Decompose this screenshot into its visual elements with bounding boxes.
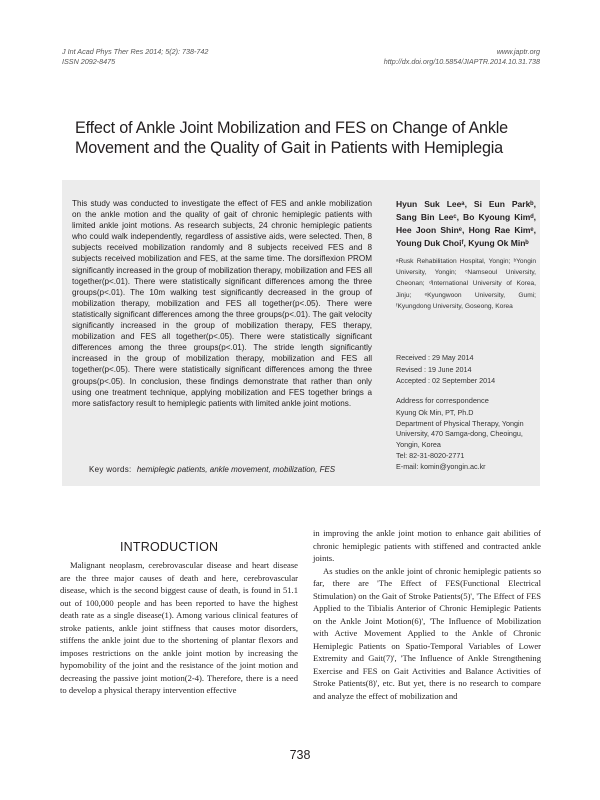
intro-paragraph-1: Malignant neoplasm, cerebrovascular disease and heart disease are the three major causes of death and here, cerebrovascular disease, which is the second biggest cause of death, is found in 51.1 out of 100,000 people and has been reported to have the highest death rate as a single disease(1). Among various clinical features of stroke patients, ankle joint stiffness that causes motor disorders, stiffens the ankle joint due to the shortening of plantar flexors and imposes restrictions on the ankle joint motion by increasing the hypomobility of the joint and the resistance of the joint motion and decreasing the passive joint motion(2-4). Therefore, there is a need to develop a physical therapy intervention effective (60, 560, 298, 695)
keywords (89, 465, 335, 474)
keywords-label: Key words: (89, 465, 132, 474)
article-title: Effect of Ankle Joint Mobilization and FES on Change of Ankle Movement and the Quality of Gait in Patients with Hemiplegia (75, 119, 508, 157)
correspondence-name: Kyung Ok Min, PT, Ph.D (396, 407, 474, 417)
received-date: Received : 29 May 2014 (396, 353, 474, 362)
correspondence (396, 396, 536, 473)
journal-header-right (384, 47, 540, 67)
correspondence-tel: Tel: 82-31-8020-2771 (396, 450, 465, 460)
intro-paragraph-2: As studies on the ankle joint of chronic hemiplegic patients so far, there are 'The Effect of FES(Functional Electrical Stimulation) on the Gait of Stroke Patients(5)', 'The Effect of FES Applied to the Tibialis Anterior of Chronic Hemiplegic Patients on the Ankle Joint Motion(6)', 'The Influence of Mobilization with Active Movement Applied to the Ankle of Chronic Hemiplegic Patients on Spatio-Temporal Variables of Lower Extremity and Gait(7)', 'The Influence of Ankle Strengthening Exercise and FES on Gait Activities and Balance Activities of Stroke Patients(8)', etc. But yet, there is no research to compare and analyze the effect of mobilization and (313, 565, 541, 701)
journal-citation: J Int Acad Phys Ther Res 2014; 5(2): 738-742 (62, 47, 209, 56)
correspondence-title: Address for correspondence (396, 396, 489, 405)
correspondence-dept: Department of Physical Therapy, Yongin University, 470 Samga-dong, Cheoingu, Yongin, Korea (396, 418, 524, 450)
body-column-right (313, 527, 541, 702)
correspondence-email: E-mail: komin@yongin.ac.kr (396, 461, 486, 471)
issn: ISSN 2092-8475 (62, 57, 116, 66)
abstract-text: This study was conducted to investigate the effect of FES and ankle mobilization on the ankle motion and the quality of gait of chronic hemiplegic patients with limited ankle joint motions. As research subjects, 24 chronic hemiplegic patients who could walk independently, regardless of assistive aids, were selected. Then, 8 subjects received mobilization randomly and 8 subjects received FES and 8 subjects received mobilization and FES, at the same time. The dorsiflexion PROM significantly increased in the group of mobilization therapy, mobilization and FES all together(p<.01). There were statistically significant differences among the three groups(p<.01). The 10m walking test significantly decreased in the group of mobilization therapy, mobilization and FES all together(p<.05). There were statistically significant differences among the three groups(p<.01). The gait velocity significantly increased in the group of mobilization therapy, FES therapy, mobilization and FES all together(p<.05). There were statistically significant differences among the three groups(p<.01). The stride length significantly increased in the group of mobilization therapy, mobilization and FES all together(p<.05). There were statistically significant differences among the three groups(p<.05). In conclusion, these findings demonstrate that rather than only using one treatment technique, applying mobilization and FES together brings a more satisfactory result to hemiplegic patients with limited ankle joint motions. (72, 199, 372, 408)
keywords-value: hemiplegic patients, ankle movement, mobilization, FES (136, 465, 336, 474)
revised-date: Revised : 19 June 2014 (396, 364, 472, 374)
article-dates (396, 352, 536, 387)
affiliations: ᵃRusk Rehabilitation Hospital, Yongin; ᵇYongin University, Yongin; ᶜNamseoul University, Cheonan; ᵈInternational University of Korea, Jinju; ᵉKyungwoon University, Gumi; ᶠKyungdong University, Goseong, Korea (396, 258, 536, 310)
introduction-heading: INTRODUCTION (120, 540, 219, 554)
page-number: 738 (289, 748, 311, 762)
doi-link: http://dx.doi.org/10.5854/JIAPTR.2014.10.31.738 (383, 57, 540, 66)
author-list: Hyun Suk Leeᵃ, Si Eun Parkᵇ, Sang Bin Leeᶜ, Bo Kyoung Kimᵈ, Hee Joon Shinᵉ, Hong Rae Kimᵉ, Young Duk Choiᶠ, Kyung Ok Minᵇ (396, 199, 536, 248)
accepted-date: Accepted : 02 September 2014 (396, 376, 496, 385)
journal-header-left (62, 47, 208, 67)
intro-paragraph-1-cont: in improving the ankle joint motion to enhance gait abilities of chronic hemiplegic patients with stiffened and contracted ankle joints. (313, 528, 541, 563)
body-column-left (60, 559, 298, 697)
journal-website: www.japtr.org (496, 47, 540, 56)
